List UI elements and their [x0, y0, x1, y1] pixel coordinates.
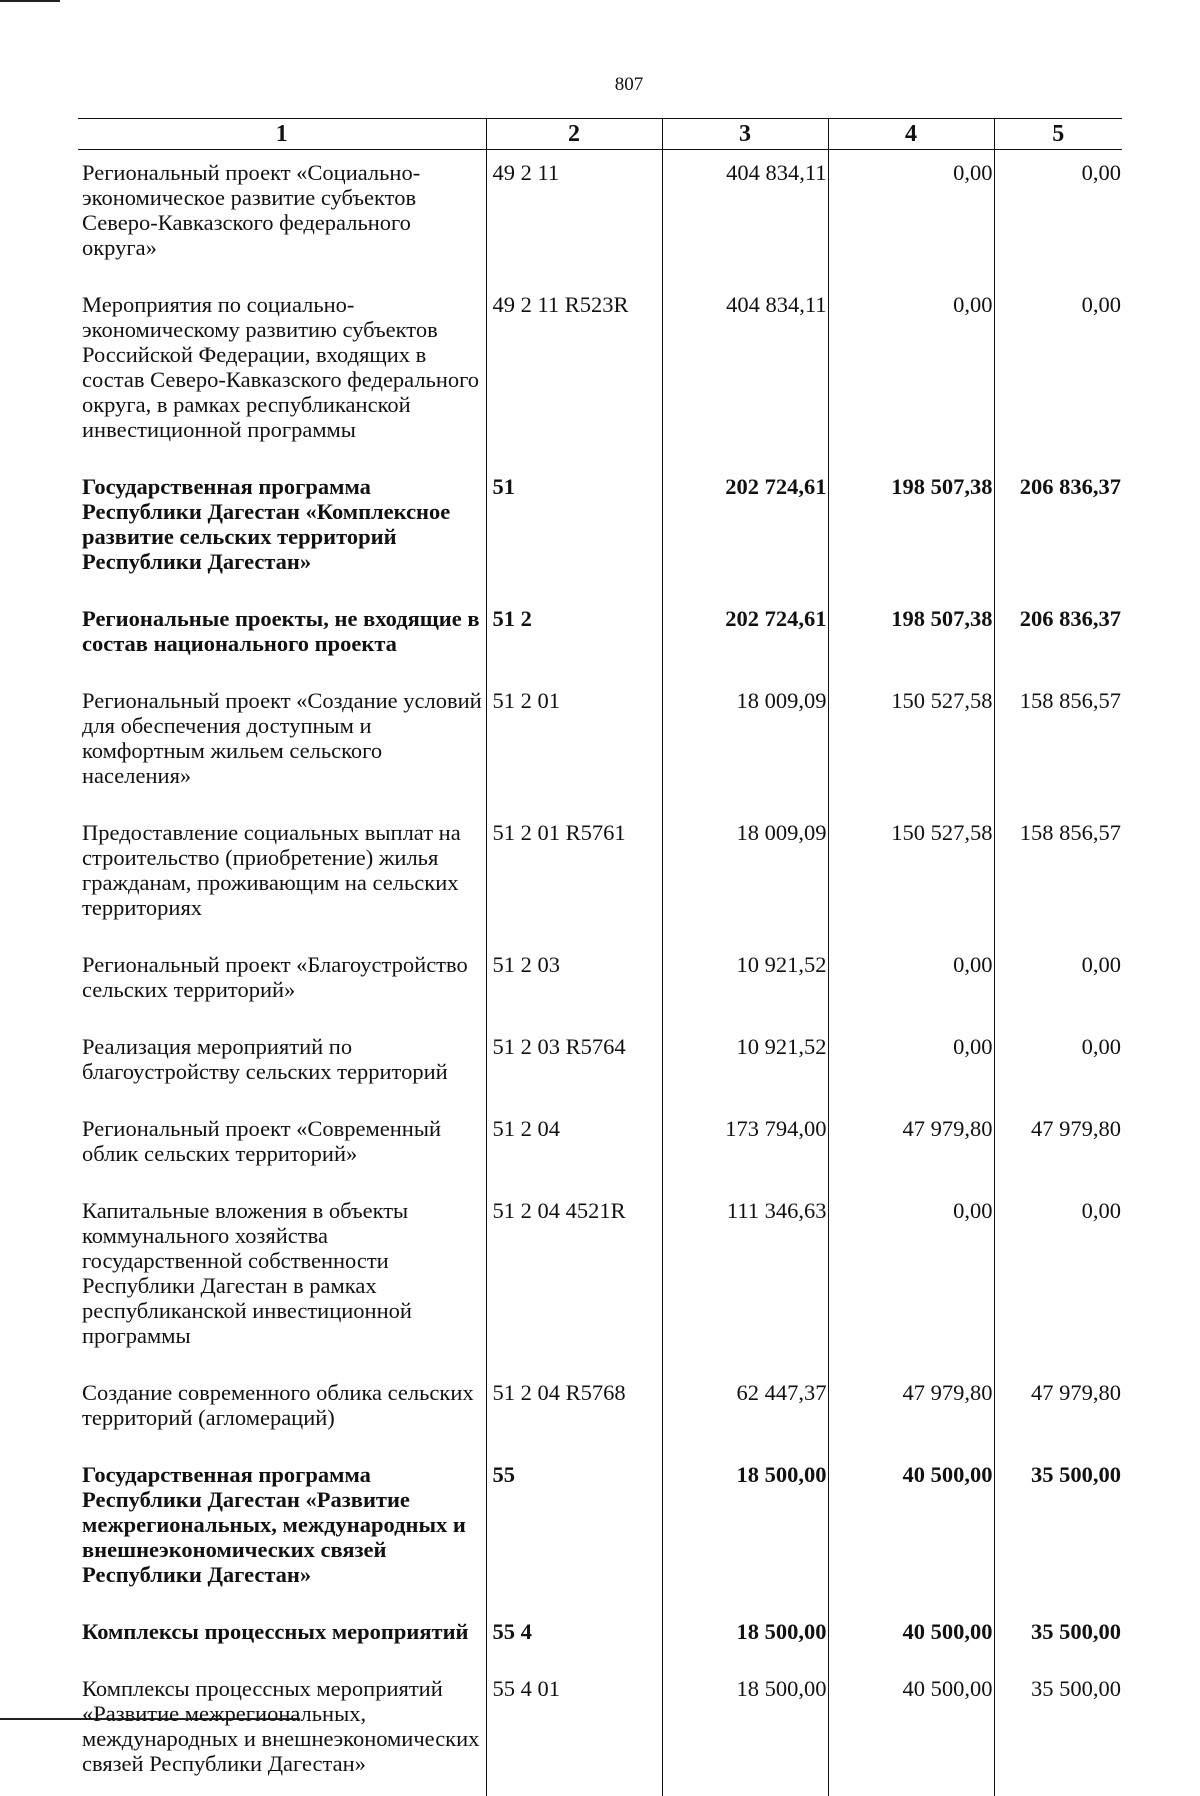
row-code-cell: 51 [486, 462, 662, 594]
row-value-col5-cell: 35 500,00 [994, 1607, 1122, 1664]
row-value-col3-cell: 18 500,00 [662, 1607, 828, 1664]
budget-table [78, 118, 1122, 1796]
row-value-col3-cell: 62 447,37 [662, 1368, 828, 1450]
row-value-col3-cell: 18 500,00 [662, 1664, 828, 1796]
row-name-cell: Региональный проект «Социально-экономическое развитие субъектов Северо-Кавказского федерального округа» [78, 150, 486, 281]
row-name-cell: Капитальные вложения в объекты коммунального хозяйства государственной собственности Республики Дагестан в рамках республиканской инвестиционной программы [78, 1186, 486, 1368]
table-row [78, 594, 1122, 676]
row-code-cell: 49 2 11 [486, 150, 662, 281]
row-code-cell: 51 2 03 R5764 [486, 1022, 662, 1104]
column-header-3: 3 [662, 119, 828, 150]
table-row [78, 1368, 1122, 1450]
row-value-col4-cell: 47 979,80 [828, 1104, 994, 1186]
row-value-col4-cell: 47 979,80 [828, 1368, 994, 1450]
row-name-cell: Региональный проект «Современный облик сельских территорий» [78, 1104, 486, 1186]
table-row [78, 1186, 1122, 1368]
row-name-cell: Предоставление социальных выплат на строительство (приобретение) жилья гражданам, проживающим на сельских территориях [78, 808, 486, 940]
row-value-col5-cell: 35 500,00 [994, 1450, 1122, 1607]
table-row [78, 1450, 1122, 1607]
row-value-col4-cell: 198 507,38 [828, 594, 994, 676]
row-value-col4-cell: 0,00 [828, 150, 994, 281]
row-value-col4-cell: 40 500,00 [828, 1664, 994, 1796]
table-row [78, 676, 1122, 808]
row-code-cell: 51 2 04 4521R [486, 1186, 662, 1368]
row-name-cell: Государственная программа Республики Дагестан «Развитие межрегиональных, международных и внешнеэкономических связей Республики Дагестан» [78, 1450, 486, 1607]
row-name-cell: Реализация мероприятий по благоустройству сельских территорий [78, 1022, 486, 1104]
table-row [78, 1104, 1122, 1186]
table-row [78, 1022, 1122, 1104]
row-value-col4-cell: 0,00 [828, 940, 994, 1022]
row-value-col5-cell: 47 979,80 [994, 1104, 1122, 1186]
table-row [78, 808, 1122, 940]
row-name-cell: Комплексы процессных мероприятий «Развитие межрегиональных, международных и внешнеэкономических связей Республики Дагестан» [78, 1664, 486, 1796]
table-row [78, 280, 1122, 462]
row-value-col4-cell: 0,00 [828, 280, 994, 462]
row-value-col4-cell: 150 527,58 [828, 808, 994, 940]
table-row [78, 1664, 1122, 1796]
table-row [78, 150, 1122, 281]
row-code-cell: 55 4 01 [486, 1664, 662, 1796]
row-value-col5-cell: 47 979,80 [994, 1368, 1122, 1450]
row-code-cell: 55 [486, 1450, 662, 1607]
row-value-col5-cell: 158 856,57 [994, 808, 1122, 940]
row-value-col5-cell: 206 836,37 [994, 462, 1122, 594]
table-body [78, 150, 1122, 1796]
row-value-col5-cell: 206 836,37 [994, 594, 1122, 676]
row-code-cell: 51 2 [486, 594, 662, 676]
row-value-col5-cell: 158 856,57 [994, 676, 1122, 808]
row-value-col4-cell: 0,00 [828, 1186, 994, 1368]
row-value-col5-cell: 0,00 [994, 150, 1122, 281]
row-value-col3-cell: 202 724,61 [662, 594, 828, 676]
column-header-4: 4 [828, 119, 994, 150]
row-name-cell: Региональный проект «Создание условий для обеспечения доступным и комфортным жильем сельского населения» [78, 676, 486, 808]
row-name-cell: Региональные проекты, не входящие в состав национального проекта [78, 594, 486, 676]
row-name-cell: Региональный проект «Благоустройство сельских территорий» [78, 940, 486, 1022]
row-value-col3-cell: 111 346,63 [662, 1186, 828, 1368]
row-code-cell: 51 2 04 R5768 [486, 1368, 662, 1450]
row-value-col5-cell: 35 500,00 [994, 1664, 1122, 1796]
page-number: 807 [0, 74, 1200, 96]
row-value-col4-cell: 0,00 [828, 1022, 994, 1104]
row-value-col3-cell: 10 921,52 [662, 1022, 828, 1104]
row-name-cell: Мероприятия по социально-экономическому развитию субъектов Российской Федерации, входящих в состав Северо-Кавказского федерального округа, в рамках республиканской инвестиционной программы [78, 280, 486, 462]
row-code-cell: 49 2 11 R523R [486, 280, 662, 462]
row-value-col4-cell: 150 527,58 [828, 676, 994, 808]
row-value-col5-cell: 0,00 [994, 1022, 1122, 1104]
row-value-col3-cell: 18 500,00 [662, 1450, 828, 1607]
row-value-col4-cell: 40 500,00 [828, 1450, 994, 1607]
row-code-cell: 55 4 [486, 1607, 662, 1664]
column-header-2: 2 [486, 119, 662, 150]
table-row [78, 462, 1122, 594]
row-value-col4-cell: 198 507,38 [828, 462, 994, 594]
table-row [78, 1607, 1122, 1664]
row-code-cell: 51 2 01 [486, 676, 662, 808]
row-value-col5-cell: 0,00 [994, 1186, 1122, 1368]
row-code-cell: 51 2 01 R5761 [486, 808, 662, 940]
row-name-cell: Государственная программа Республики Дагестан «Комплексное развитие сельских территорий Республики Дагестан» [78, 462, 486, 594]
table-row [78, 940, 1122, 1022]
row-name-cell: Комплексы процессных мероприятий [78, 1607, 486, 1664]
row-value-col3-cell: 10 921,52 [662, 940, 828, 1022]
row-code-cell: 51 2 04 [486, 1104, 662, 1186]
row-value-col3-cell: 18 009,09 [662, 676, 828, 808]
row-value-col3-cell: 404 834,11 [662, 280, 828, 462]
row-value-col3-cell: 202 724,61 [662, 462, 828, 594]
row-code-cell: 51 2 03 [486, 940, 662, 1022]
scan-edge-top [0, 0, 60, 2]
budget-table-container [78, 118, 1122, 1796]
column-header-5: 5 [994, 119, 1122, 150]
row-value-col5-cell: 0,00 [994, 280, 1122, 462]
row-value-col3-cell: 173 794,00 [662, 1104, 828, 1186]
row-value-col3-cell: 404 834,11 [662, 150, 828, 281]
row-value-col5-cell: 0,00 [994, 940, 1122, 1022]
table-header-row [78, 119, 1122, 150]
row-name-cell: Создание современного облика сельских территорий (агломераций) [78, 1368, 486, 1450]
row-value-col3-cell: 18 009,09 [662, 808, 828, 940]
column-header-1: 1 [78, 119, 486, 150]
row-value-col4-cell: 40 500,00 [828, 1607, 994, 1664]
